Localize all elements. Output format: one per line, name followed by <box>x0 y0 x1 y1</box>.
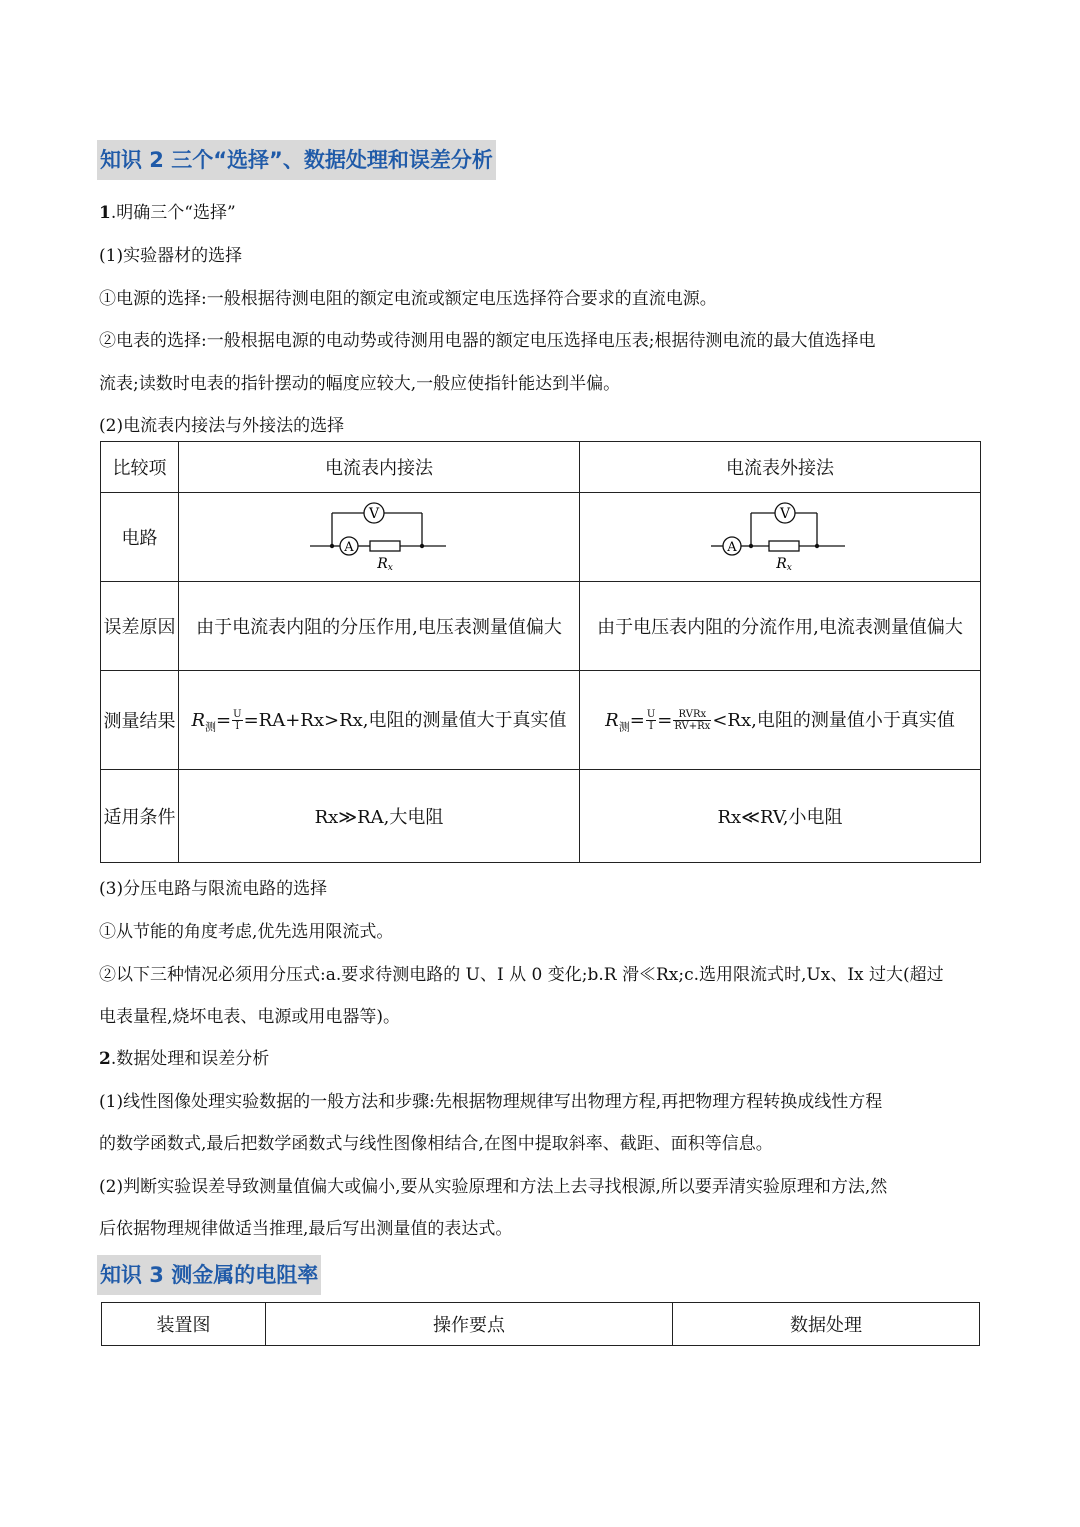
row-label-condition: 适用条件 <box>101 770 179 863</box>
sub-heading-divider-circuit: (3)分压电路与限流电路的选择 <box>99 879 328 899</box>
resistor-label: Rx <box>377 555 393 573</box>
row-label-error: 误差原因 <box>101 582 179 671</box>
subsection-1-text: .明确三个“选择” <box>110 203 236 223</box>
row-label-circuit: 电路 <box>101 493 179 582</box>
paragraph-divider-line-1: ②以下三种情况必须用分压式:a.要求待测电路的 U、I 从 0 变化;b.R 滑≪Rx;c.选用限流式时,Ux、Ix 过大(超过 <box>99 965 944 985</box>
paragraph-linear-line-1: (1)线性图像处理实验数据的一般方法和步骤:先根据物理规律写出物理方程,再把物理方程转换成线性方程 <box>99 1092 883 1112</box>
section-heading-k3: 知识 3 测金属的电阻率 <box>97 1255 321 1295</box>
paragraph-error-line-2: 后依据物理规律做适当推理,最后写出测量值的表达式。 <box>99 1219 513 1239</box>
paragraph-power-source: ①电源的选择:一般根据待测电阻的额定电流或额定电压选择符合要求的直流电源。 <box>99 289 717 309</box>
subsection-1-number: 1 <box>99 203 111 223</box>
result-internal: $R_测=$ $\frac{U}{I}$ =RA+Rx>Rx,电阻的测量值大于真实值 <box>179 671 580 770</box>
circuit-internal-cell <box>179 493 580 582</box>
condition-internal: Rx≫RA,大电阻 <box>179 770 580 863</box>
header-internal: 电流表内接法 <box>179 442 580 493</box>
table-row <box>101 582 981 671</box>
header-operation: 操作要点 <box>266 1303 673 1346</box>
error-internal: 由于电流表内阻的分压作用,电压表测量值偏大 <box>179 582 580 671</box>
paragraph-divider-line-2: 电表量程,烧坏电表、电源或用电器等)。 <box>99 1007 401 1027</box>
resistor-icon <box>370 541 400 551</box>
internal-circuit-diagram <box>304 495 454 575</box>
paragraph-meter-line-1: ②电表的选择:一般根据电源的电动势或待测用电器的额定电压选择电压表;根据待测电流的最大值选择电 <box>99 331 876 351</box>
section-heading-k2: 知识 2 三个“选择”、数据处理和误差分析 <box>97 140 496 180</box>
voltmeter-label: V <box>779 505 791 522</box>
paragraph-linear-line-2: 的数学函数式,最后把数学函数式与线性图像相结合,在图中提取斜率、截距、面积等信息。 <box>99 1134 773 1154</box>
paragraph-energy: ①从节能的角度考虑,优先选用限流式。 <box>99 922 394 942</box>
paragraph-meter-line-2: 流表;读数时电表的指针摆动的幅度应较大,一般应使指针能达到半偏。 <box>99 374 621 394</box>
resistor-icon <box>769 541 799 551</box>
header-external: 电流表外接法 <box>580 442 981 493</box>
condition-external: Rx≪RV,小电阻 <box>580 770 981 863</box>
header-compare: 比较项 <box>101 442 179 493</box>
table-row <box>102 1303 980 1346</box>
subsection-1-title <box>99 198 236 223</box>
resistor-label: Rx <box>776 555 792 573</box>
ammeter-label: A <box>727 539 737 555</box>
table-row <box>101 493 981 582</box>
ammeter-label: A <box>344 539 354 555</box>
subsection-2-title <box>99 1044 269 1069</box>
resistivity-table <box>101 1302 980 1346</box>
subsection-2-number: 2 <box>99 1049 111 1069</box>
comparison-table <box>100 441 981 863</box>
row-label-result: 测量结果 <box>101 671 179 770</box>
table-row <box>101 442 981 493</box>
paragraph-error-line-1: (2)判断实验误差导致测量值偏大或偏小,要从实验原理和方法上去寻找根源,所以要弄清实验原理和方法,然 <box>99 1177 888 1197</box>
voltmeter-label: V <box>368 505 380 522</box>
external-circuit-diagram <box>705 495 855 575</box>
table-row <box>101 770 981 863</box>
header-data: 数据处理 <box>673 1303 980 1346</box>
result-external: $R_测=$ $\frac{U}{I}$ = $\frac{\text{RVRx}}{RV+Rx}$ <Rx,电阻的测量值小于真实值 <box>580 671 981 770</box>
subsection-2-text: .数据处理和误差分析 <box>110 1049 270 1069</box>
circuit-external-cell <box>580 493 981 582</box>
header-apparatus: 装置图 <box>102 1303 266 1346</box>
sub-heading-connection: (2)电流表内接法与外接法的选择 <box>99 416 345 436</box>
sub-heading-equipment: (1)实验器材的选择 <box>99 246 243 266</box>
error-external: 由于电压表内阻的分流作用,电流表测量值偏大 <box>580 582 981 671</box>
table-row <box>101 671 981 770</box>
